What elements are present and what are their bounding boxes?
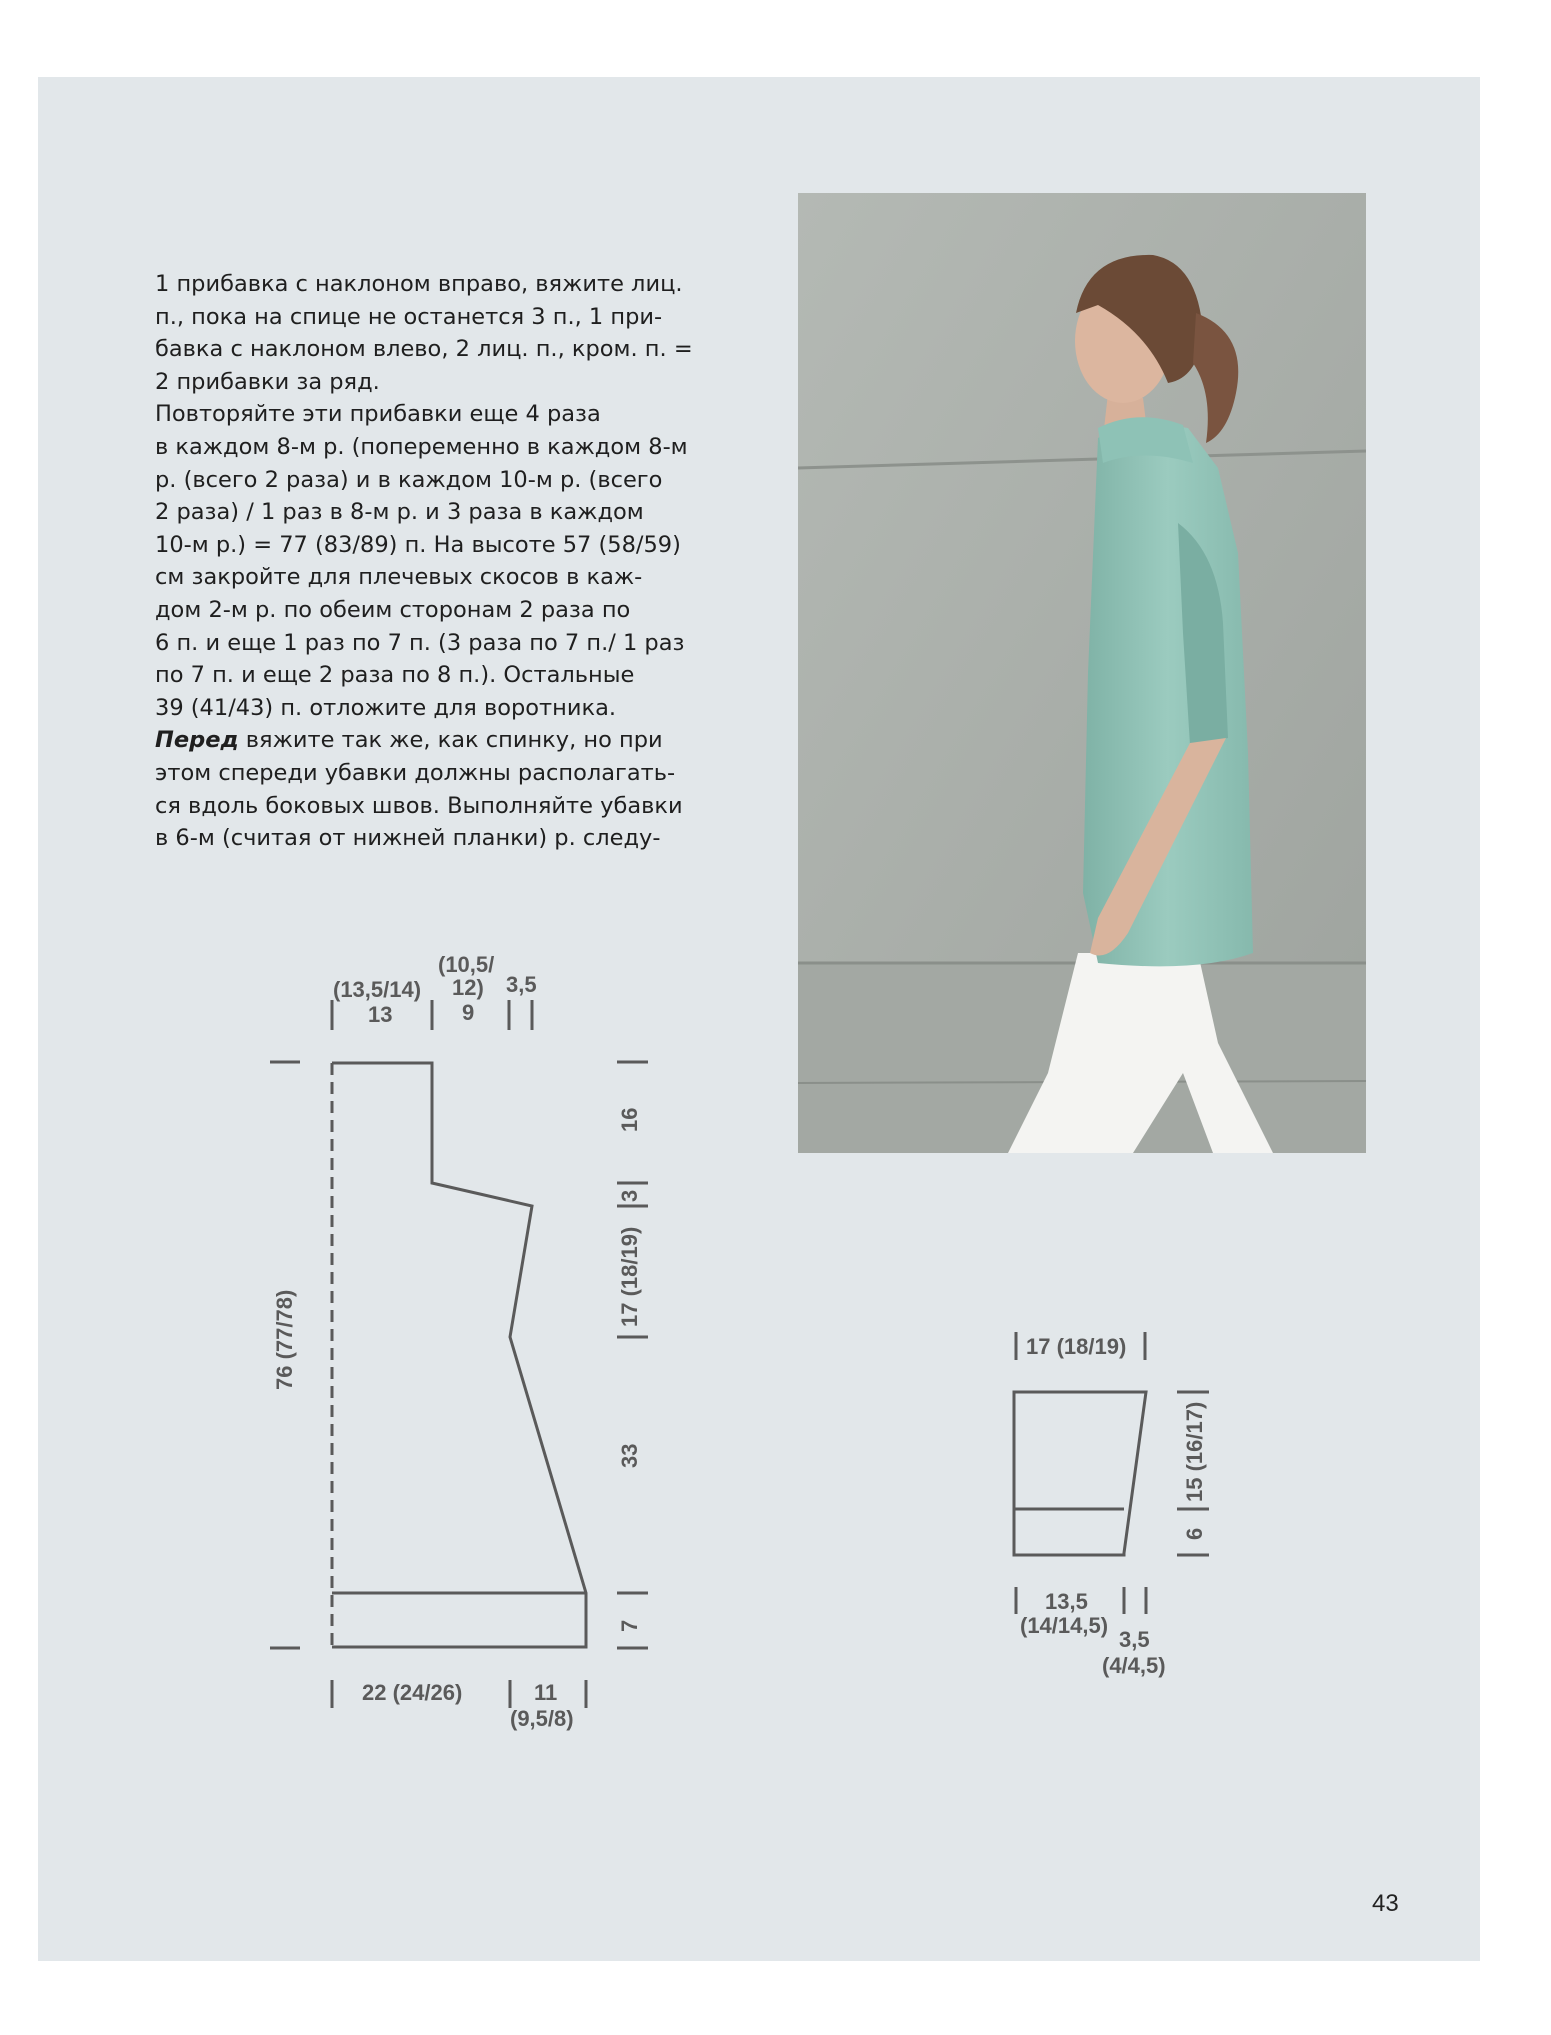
label-sleeve-top: 17 (18/19) — [1026, 1334, 1127, 1359]
text-line: бавка с наклоном влево, 2 лиц. п., кром. п. = — [155, 336, 693, 363]
text-line: 2 раза) / 1 раз в 8-м р. и 3 раза в каждом — [155, 499, 644, 526]
label-sleeve-taper: 3,5 — [1119, 1627, 1150, 1652]
text-line: Повторяйте эти прибавки еще 4 раза — [155, 401, 601, 428]
body-schematic — [270, 1000, 648, 1708]
label-flare-alt: (9,5/8) — [510, 1706, 574, 1731]
label-rib: 7 — [617, 1619, 642, 1632]
label-shoulder: 9 — [462, 1000, 475, 1025]
label-flare: 11 — [534, 1680, 558, 1705]
text-line: р. (всего 2 раза) и в каждом 10-м р. (всего — [155, 466, 663, 493]
text-line: в 6-м (считая от нижней планки) р. следу- — [155, 825, 661, 852]
label-sleeve-taper-alt: (4/4,5) — [1102, 1653, 1166, 1678]
label-width: 22 (24/26) — [362, 1680, 463, 1705]
label-side: 33 — [617, 1443, 642, 1468]
label-shoulder-alt-2: 12) — [452, 975, 484, 1000]
text-line: этом спереди убавки должны располагать- — [155, 759, 676, 786]
text-line: дом 2-м р. по обеим сторонам 2 раза по — [155, 596, 631, 623]
label-sleeve-bottom-alt: (14/14,5) — [1020, 1613, 1109, 1638]
text-line: 10-м р.) = 77 (83/89) п. На высоте 57 (58/59) — [155, 531, 681, 558]
label-sleeve-bottom: 13,5 — [1045, 1589, 1088, 1614]
label-neck-depth: 16 — [617, 1107, 642, 1132]
label-neck-alt: (13,5/14) — [333, 977, 422, 1002]
text-line: см закройте для плечевых скосов в каж- — [155, 564, 643, 591]
label-shoulder-slope: 3 — [617, 1189, 642, 1202]
text-line: 39 (41/43) п. отложите для воротника. — [155, 694, 617, 721]
front-rest: вяжите так же, как спинку, но при — [238, 727, 663, 754]
label-armhole: 17 (18/19) — [617, 1226, 642, 1327]
label-shoulder-extra: 3,5 — [506, 972, 537, 997]
label-neck: 13 — [368, 1002, 393, 1027]
label-total-height: 76 (77/78) — [272, 1289, 297, 1390]
label-sleeve-cuff: 6 — [1182, 1527, 1207, 1540]
text-line: п., пока на спице не останется 3 п., 1 при- — [155, 303, 663, 330]
text-line: в каждом 8-м р. (попеременно в каждом 8-м — [155, 433, 688, 460]
text-line: 1 прибавка с наклоном вправо, вяжите лиц. — [155, 271, 683, 297]
text-line: по 7 п. и еще 2 раза по 8 п.). Остальные — [155, 662, 635, 689]
front-term: Перед — [155, 727, 239, 754]
sleeve-schematic — [1014, 1332, 1209, 1614]
text-line: ся вдоль боковых швов. Выполняйте убавки — [155, 792, 683, 819]
text-line: 6 п. и еще 1 раз по 7 п. (3 раза по 7 п./ 1 раз — [155, 629, 685, 656]
page-number: 43 — [1372, 1890, 1399, 1917]
text-line: 2 прибавки за ряд. — [155, 368, 380, 395]
label-shoulder-alt: (10,5/ — [438, 952, 495, 977]
label-sleeve-height: 15 (16/17) — [1182, 1401, 1207, 1502]
